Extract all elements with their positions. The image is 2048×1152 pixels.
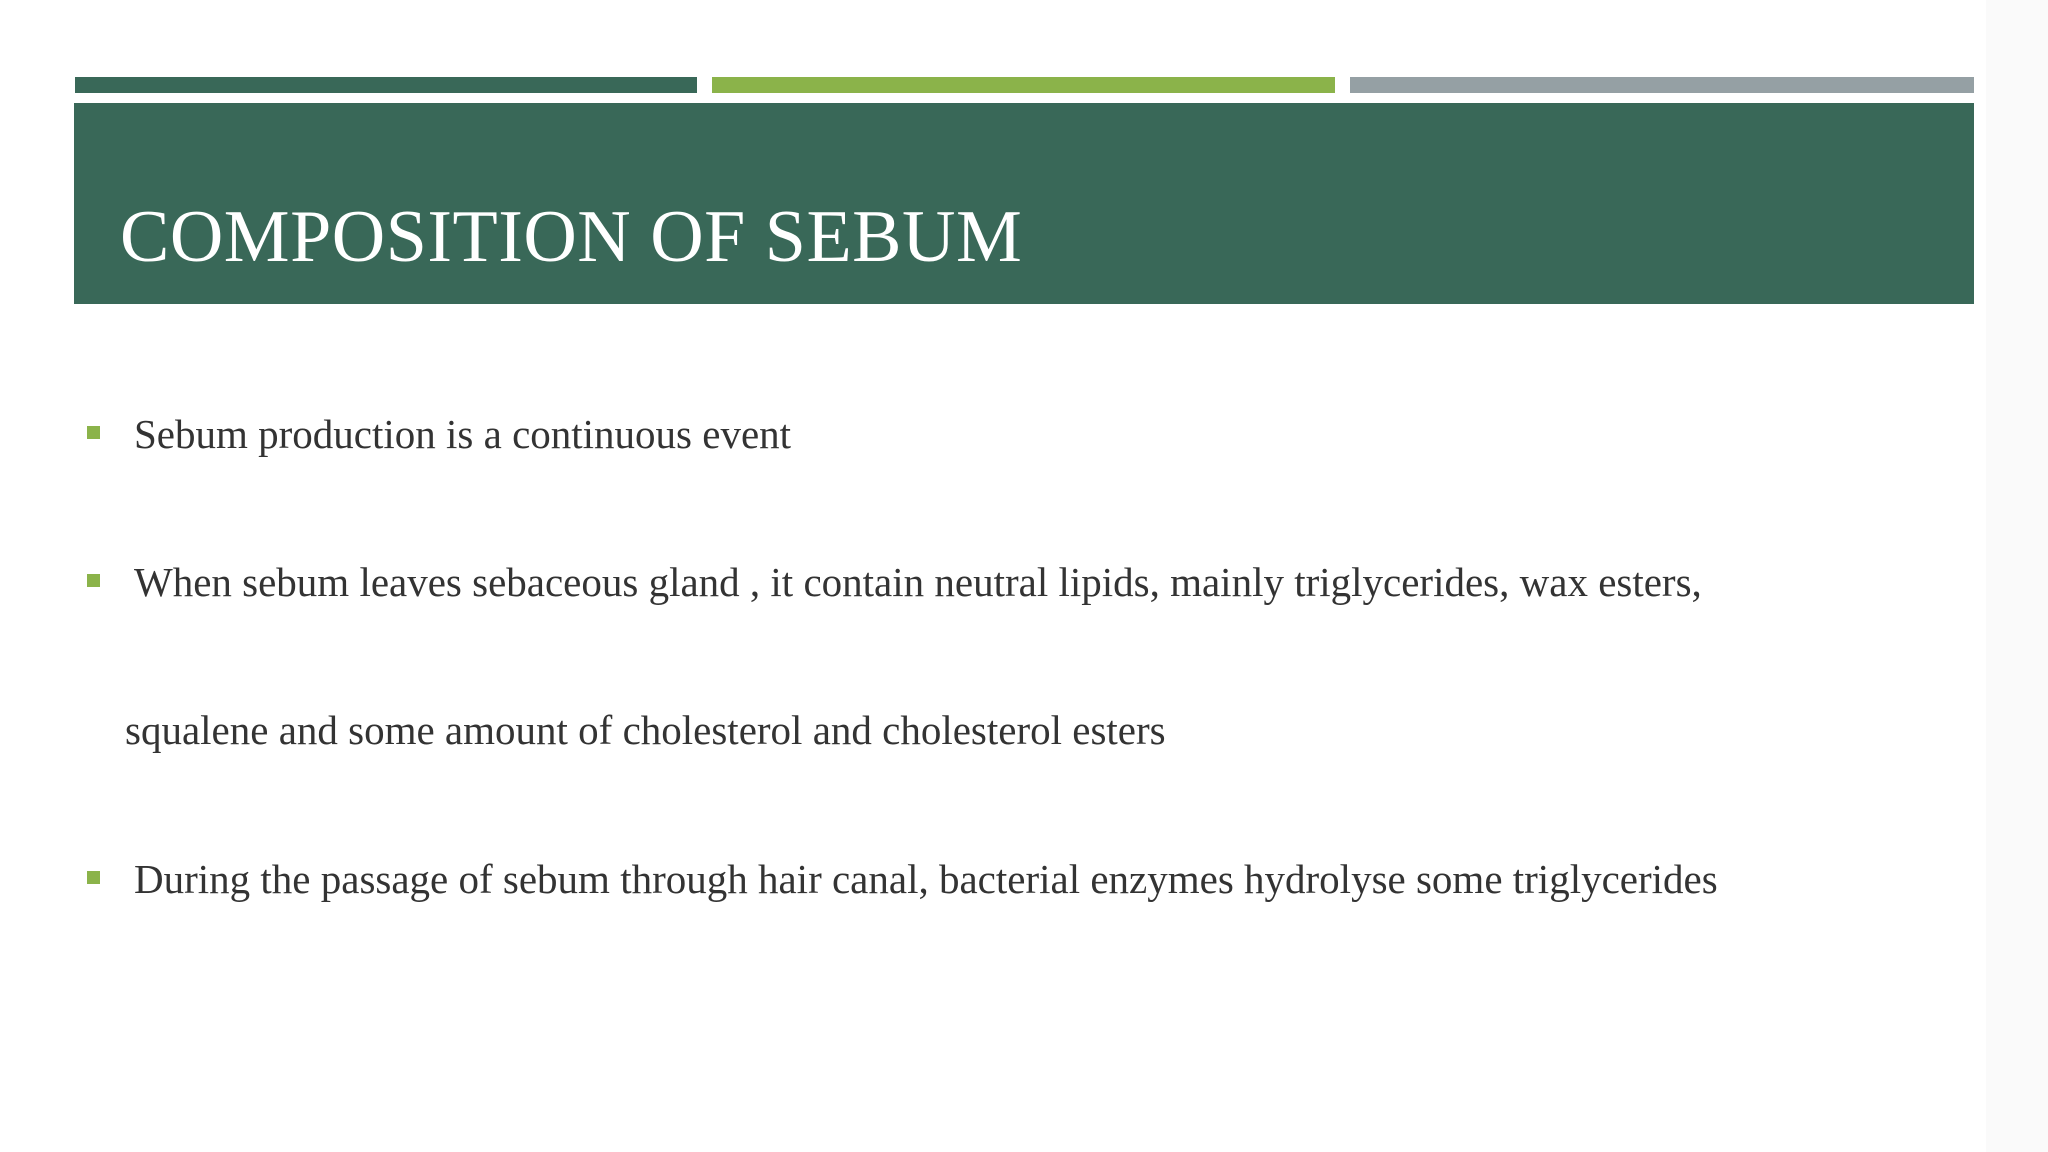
slide-edge-shade — [1986, 0, 2048, 1152]
square-bullet-icon — [87, 871, 100, 884]
slide-title: COMPOSITION OF SEBUM — [120, 196, 1023, 278]
square-bullet-icon — [87, 426, 100, 439]
bullet-text: Sebum production is a continuous event — [134, 411, 792, 457]
bullet-text: During the passage of sebum through hair canal, bacterial enzymes hydrolyse some triglycerides — [134, 856, 1718, 902]
accent-bar-grey — [1350, 77, 1974, 93]
accent-bar-lime-green — [712, 77, 1335, 93]
accent-bar-dark-green — [75, 77, 697, 93]
square-bullet-icon — [87, 574, 100, 587]
bullet-text: When sebum leaves sebaceous gland , it contain neutral lipids, mainly triglycerides, wax esters, — [134, 559, 1702, 605]
bullet-continuation-text: squalene and some amount of cholesterol and cholesterol esters — [125, 707, 1166, 753]
